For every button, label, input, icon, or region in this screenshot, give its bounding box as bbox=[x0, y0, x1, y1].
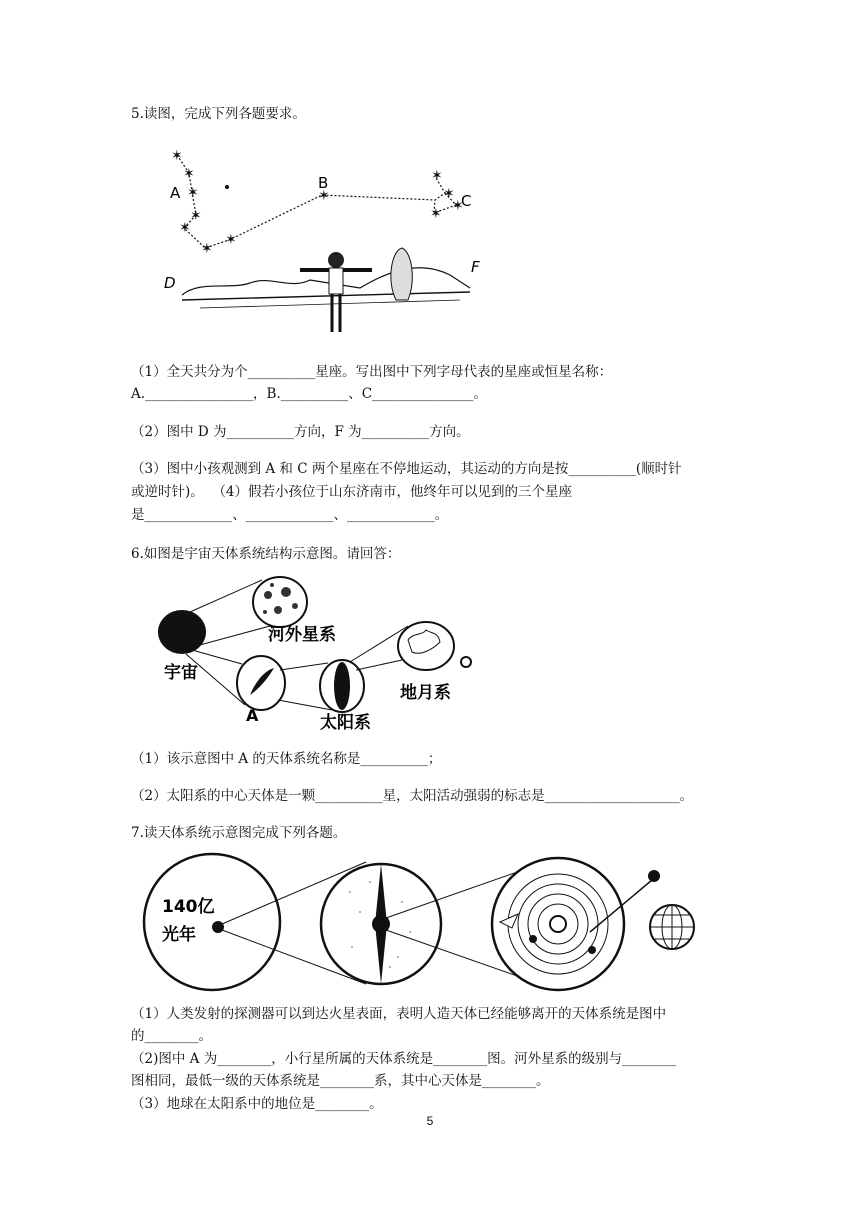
label-earth-moon: 地月系 bbox=[400, 683, 451, 703]
label-universe: 宇宙 bbox=[164, 663, 198, 683]
constellation-figure bbox=[160, 140, 500, 345]
q7-line-4: 图相同，最低一级的天体系统是________系，其中心天体是________。 bbox=[131, 1073, 550, 1089]
q6-line-2: （2）太阳系的中心天体是一颗__________星，太阳活动强弱的标志是____________________。 bbox=[131, 788, 694, 804]
star-icon: ✶ bbox=[443, 186, 455, 202]
q7-line-3: （2)图中 A 为________，小行星所属的天体系统是________图。河外星系的级别与________ bbox=[131, 1051, 677, 1067]
q5-line-4: （3）图中小孩观测到 A 和 C 两个星座在不停地运动，其运动的方向是按__________(顺时针 bbox=[131, 461, 682, 477]
star-icon: ✶ bbox=[430, 206, 442, 222]
q7-heading: 7.读天体系统示意图完成下列各题。 bbox=[131, 825, 347, 841]
q5-line-5: 或逆时针)。 （4）假若小孩位于山东济南市，他终年可以见到的三个星座 bbox=[131, 484, 572, 500]
label-ly: 光年 bbox=[162, 925, 196, 945]
label-d: D bbox=[164, 274, 176, 292]
star-icon: ✶ bbox=[452, 198, 464, 214]
label-f: F bbox=[471, 258, 480, 276]
star-icon: ✶ bbox=[187, 185, 199, 201]
star-icon: ✶ bbox=[201, 241, 213, 257]
label-solar: 太阳系 bbox=[320, 713, 371, 733]
q5-line-6: 是_____________、_____________、_____________。 bbox=[131, 507, 449, 523]
q6-heading: 6.如图是宇宙天体系统结构示意图。请回答： bbox=[131, 546, 401, 562]
celestial-system-figure bbox=[140, 852, 720, 992]
star-icon: ✶ bbox=[318, 188, 330, 204]
label-galaxy-ext: 河外星系 bbox=[268, 625, 336, 645]
star-icon: ✶ bbox=[171, 148, 183, 164]
q7-line-1: （1）人类发射的探测器可以到达火星表面，表明人造天体已经能够离开的天体系统是图中 bbox=[131, 1006, 667, 1022]
label-a: A bbox=[170, 184, 181, 202]
q7-line-5: （3）地球在太阳系中的地位是________。 bbox=[131, 1096, 383, 1112]
q5-heading: 5.读图，完成下列各题要求。 bbox=[131, 106, 306, 122]
star-icon: ✶ bbox=[190, 208, 202, 224]
universe-system-figure bbox=[150, 570, 500, 735]
q5-line-2: A.________________，B.__________、C_______________。 bbox=[131, 386, 487, 402]
label-c: C bbox=[461, 192, 472, 210]
q5-line-3: （2）图中 D 为__________方向，F 为__________方向。 bbox=[131, 424, 470, 440]
page-number: 5 bbox=[426, 1114, 434, 1128]
star-icon: ✶ bbox=[431, 168, 443, 184]
star-icon: ✶ bbox=[225, 232, 237, 248]
q5-line-1: （1）全天共分为个__________星座。写出图中下列字母代表的星座或恒星名称： bbox=[131, 364, 613, 380]
star-icon: ✶ bbox=[179, 220, 191, 236]
q7-line-2: 的________。 bbox=[131, 1028, 212, 1044]
label-a: A bbox=[246, 706, 259, 725]
q6-line-1: （1）该示意图中 A 的天体系统名称是__________； bbox=[131, 751, 442, 767]
label-14b: 140亿 bbox=[162, 897, 215, 917]
star-icon: ✶ bbox=[183, 166, 195, 182]
label-b: B bbox=[318, 174, 329, 192]
